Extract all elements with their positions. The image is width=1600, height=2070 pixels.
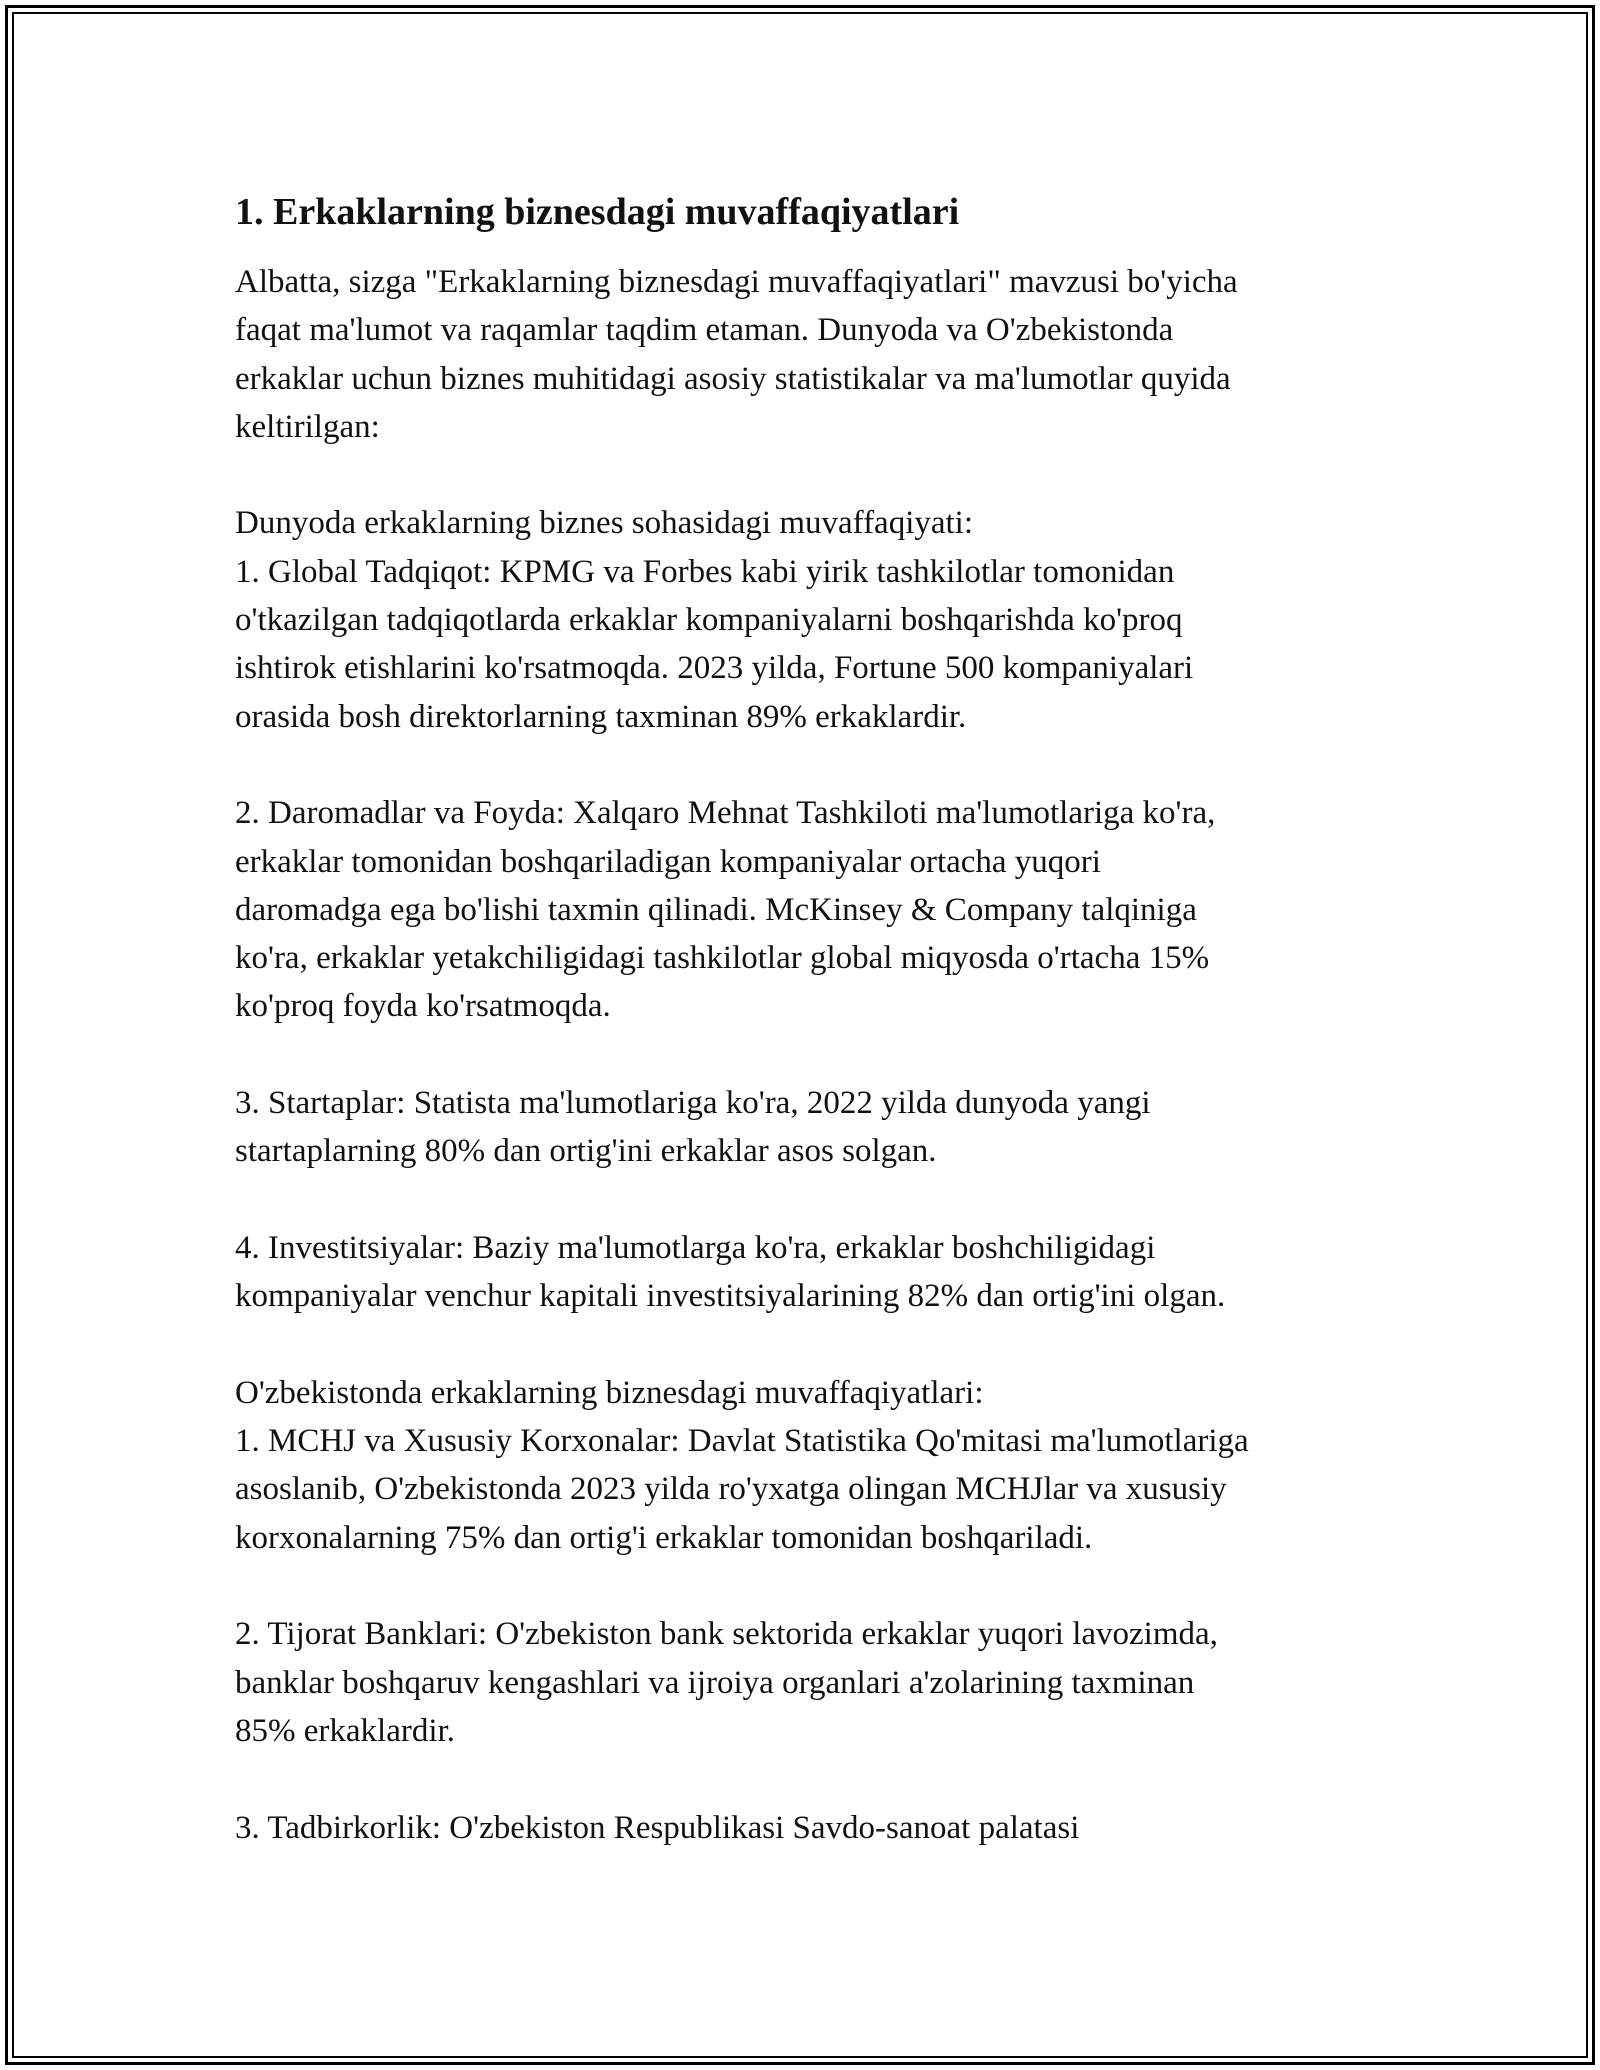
text-line: erkaklar uchun biznes muhitidagi asosiy statistikalar va ma'lumotlar quyida [235,360,1231,397]
world-item-3 [235,1079,1385,1176]
text-line: ko'ra, erkaklar yetakchiligidagi tashkilotlar global miqyosda o'rtacha 15% [235,940,1210,977]
text-line: Albatta, sizga "Erkaklarning biznesdagi muvaffaqiyatlari" mavzusi bo'yicha [235,264,1238,300]
text-line: korxonalarning 75% dan ortig'i erkaklar tomonidan boshqariladi. [235,1519,1093,1556]
text-line: ishtirok etishlarini ko'rsatmoqda. 2023 yilda, Fortune 500 kompaniyalari [235,650,1194,687]
uzbekistan-item-3 [235,1804,1385,1852]
text-line: 2. Daromadlar va Foyda: Xalqaro Mehnat Tashkiloti ma'lumotlariga ko'ra, [235,795,1216,832]
world-item-2 [235,789,1385,1030]
text-line: startaplarning 80% dan ortig'ini erkaklar asos solgan. [235,1133,937,1170]
text-line: daromadga ega bo'lishi taxmin qilinadi. McKinsey & Company talqiniga [235,891,1197,928]
text-line: erkaklar tomonidan boshqariladigan kompaniyalar ortacha yuqori [235,843,1101,880]
section-heading-world: Dunyoda erkaklarning biznes sohasidagi muvaffaqiyati: [235,505,974,542]
document-title: 1. Erkaklarning biznesdagi muvaffaqiyatlari [235,191,960,233]
section-heading-uzbekistan: O'zbekistonda erkaklarning biznesdagi muvaffaqiyatlari: [235,1374,984,1411]
world-item-4 [235,1224,1385,1321]
paragraph-gap [235,1562,1385,1610]
paragraph-gap [235,1755,1385,1803]
text-line: 4. Investitsiyalar: Baziy ma'lumotlarga ko'ra, erkaklar boshchiligidagi [235,1229,1156,1266]
text-line: 85% erkaklardir. [235,1712,455,1749]
world-section [235,499,1385,740]
paragraph-gap [235,451,1385,499]
text-line: 3. Startaplar: Statista ma'lumotlariga ko'ra, 2022 yilda dunyoda yangi [235,1085,1151,1122]
text-line: faqat ma'lumot va raqamlar taqdim etaman. Dunyoda va O'zbekistonda [235,312,1174,349]
text-line: 2. Tijorat Banklari: O'zbekiston bank sektorida erkaklar yuqori lavozimda, [235,1616,1218,1653]
text-line: ko'proq foyda ko'rsatmoqda. [235,988,611,1025]
text-line: asoslanib, O'zbekistonda 2023 yilda ro'yxatga olingan MCHJlar va xususiy [235,1471,1227,1508]
text-line: 1. MCHJ va Xususiy Korxonalar: Davlat Statistika Qo'mitasi ma'lumotlariga [235,1423,1249,1460]
paragraph-gap [235,741,1385,789]
uzbekistan-item-2 [235,1610,1385,1755]
text-line: kompaniyalar venchur kapitali investitsiyalarining 82% dan ortig'ini olgan. [235,1278,1226,1315]
text-line: banklar boshqaruv kengashlari va ijroiya organlari a'zolarining taxminan [235,1664,1195,1701]
intro-paragraph [235,258,1385,451]
text-line: 3. Tadbirkorlik: O'zbekiston Respublikasi Savdo-sanoat palatasi [235,1809,1080,1846]
text-line: o'tkazilgan tadqiqotlarda erkaklar kompaniyalarni boshqarishda ko'proq [235,602,1183,639]
paragraph-gap [235,1176,1385,1224]
text-line: orasida bosh direktorlarning taxminan 89% erkaklardir. [235,698,967,735]
text-line: keltirilgan: [235,408,380,445]
text-line: 1. Global Tadqiqot: KPMG va Forbes kabi yirik tashkilotlar tomonidan [235,553,1175,590]
uzbekistan-section [235,1369,1385,1562]
paragraph-gap [235,1321,1385,1369]
document-body [235,188,1385,1852]
paragraph-gap [235,1031,1385,1079]
